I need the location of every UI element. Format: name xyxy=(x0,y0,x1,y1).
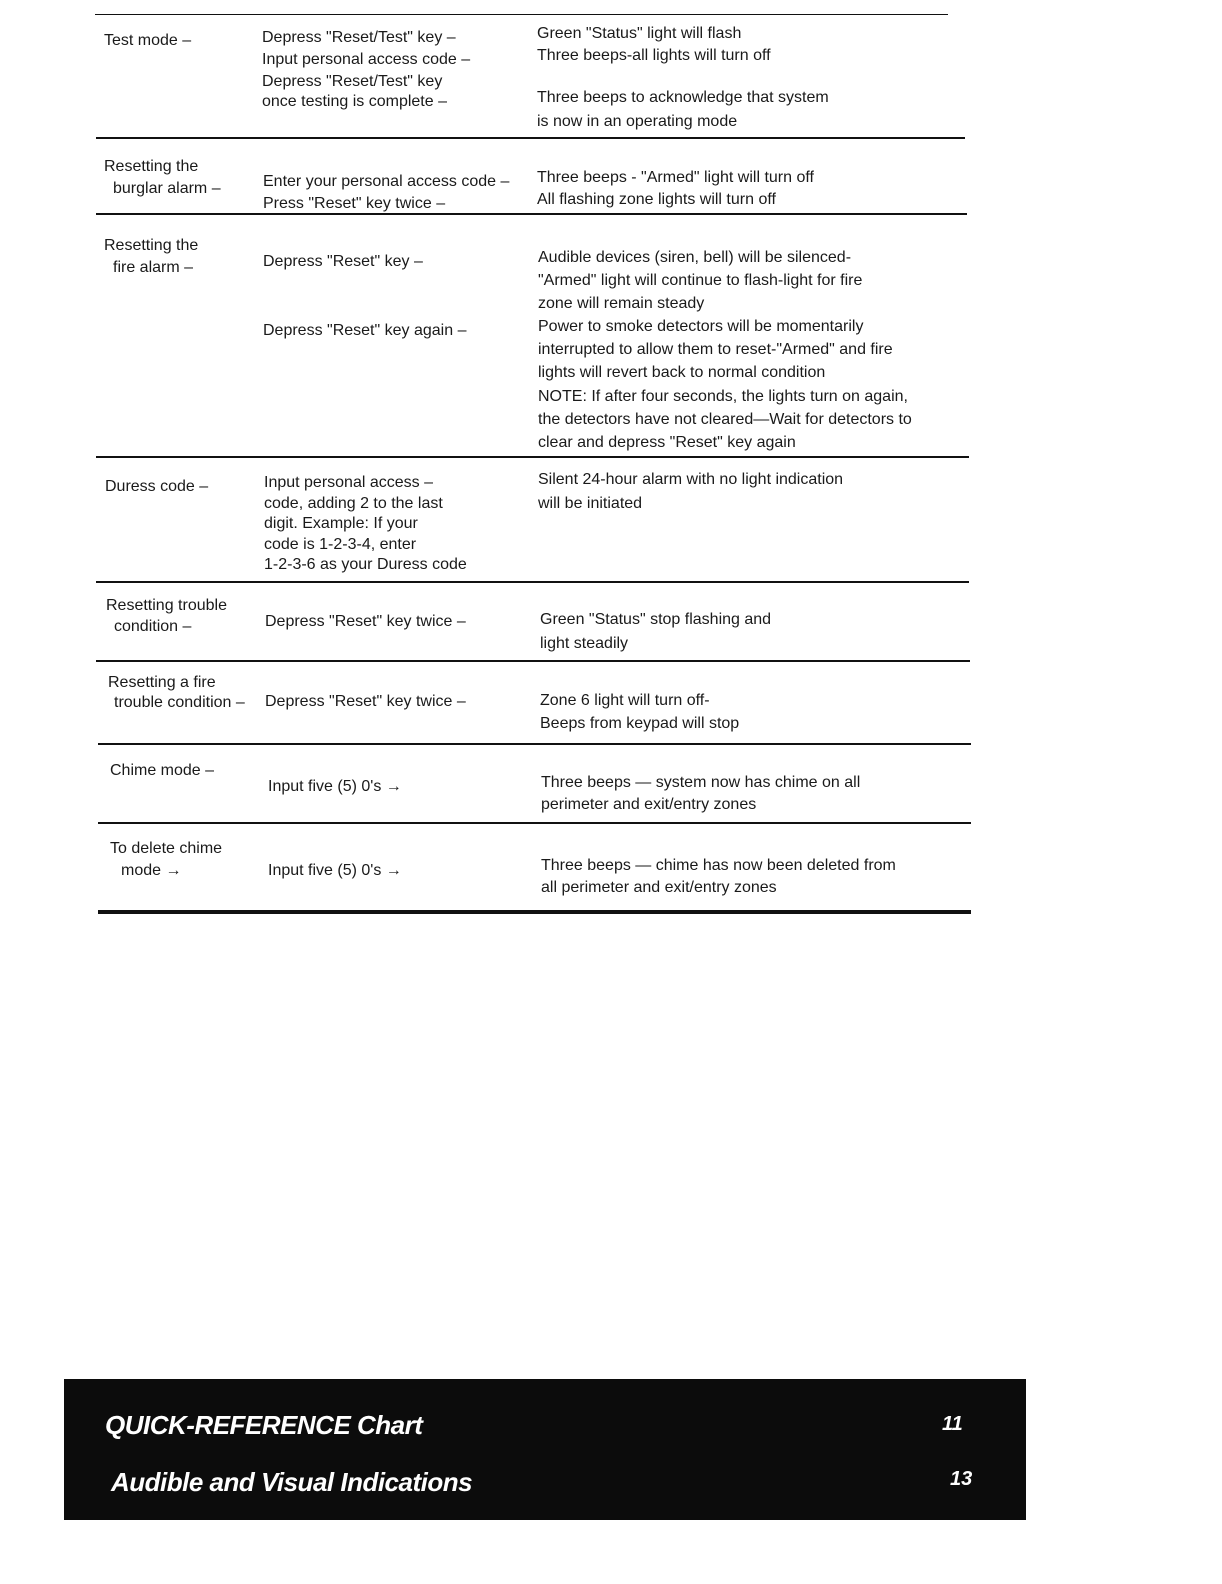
row-label: Resetting the burglar alarm – xyxy=(104,158,221,197)
row-actions: Depress "Reset" key – xyxy=(263,253,423,270)
row-actions: Enter your personal access code – Press "Reset" key twice – xyxy=(263,173,510,212)
footer-entry-page: 11 xyxy=(942,1413,963,1435)
row-divider xyxy=(96,456,969,458)
row-divider xyxy=(98,822,971,824)
footer-contents-bar xyxy=(64,1379,1026,1520)
row-results: Audible devices (siren, bell) will be silenced- "Armed" light will continue to flash-light for fire zone will remain steady Power to smoke detectors will be momentarily interrupted to allow them to reset-"Armed" and fire lights will revert back to normal condition NOTE: If after four seconds, the lights turn on again, the detectors have not cleared—Wait for detectors to clear and depress "Reset" key again xyxy=(538,249,912,451)
row-results: Green "Status" light will flash Three beeps-all lights will turn off xyxy=(537,25,771,64)
row-label: Resetting the fire alarm – xyxy=(104,237,199,276)
row-actions: Depress "Reset/Test" key – Input personal access code – Depress "Reset/Test" key once testing is complete – xyxy=(262,29,471,110)
row-divider xyxy=(96,581,969,583)
footer-entry-title: QUICK-REFERENCE Chart xyxy=(105,1410,423,1440)
row-actions: Input five (5) 0's → xyxy=(268,862,402,879)
row-label: Chime mode – xyxy=(110,762,215,779)
row-divider xyxy=(96,660,970,662)
footer-entry-title: Audible and Visual Indications xyxy=(111,1467,473,1497)
footer-entry-page: 13 xyxy=(950,1468,973,1490)
row-results: Silent 24-hour alarm with no light indication will be initiated xyxy=(538,471,844,512)
row-actions: Input personal access – code, adding 2 to the last digit. Example: If your code is 1-2-3-4, enter 1-2-3-6 as your Duress code xyxy=(264,474,467,573)
row-results: Zone 6 light will turn off- Beeps from keypad will stop xyxy=(540,692,740,732)
row-results: Three beeps — chime has now been deleted from all perimeter and exit/entry zones xyxy=(541,857,896,896)
row-actions: Depress "Reset" key again – xyxy=(263,322,467,339)
row-actions: Input five (5) 0's → xyxy=(268,778,402,795)
table-rule-top xyxy=(95,14,948,15)
row-label: To delete chime mode → xyxy=(110,840,223,879)
row-results: Green "Status" stop flashing and light steadily xyxy=(540,611,772,652)
row-divider xyxy=(96,213,967,215)
table-rule-bottom xyxy=(98,910,971,914)
row-divider xyxy=(98,743,971,745)
row-results: Three beeps to acknowledge that system is now in an operating mode xyxy=(537,89,829,130)
row-results: Three beeps - "Armed" light will turn off All flashing zone lights will turn off xyxy=(537,169,814,208)
row-divider xyxy=(96,137,965,139)
row-label: Test mode – xyxy=(104,32,192,49)
row-label: Duress code – xyxy=(105,478,209,495)
row-actions: Depress "Reset" key twice – xyxy=(265,693,466,710)
row-results: Three beeps — system now has chime on all perimeter and exit/entry zones xyxy=(541,774,861,813)
row-label: Resetting a fire trouble condition – xyxy=(108,674,245,711)
row-label: Resetting trouble condition – xyxy=(106,597,227,635)
row-actions: Depress "Reset" key twice – xyxy=(265,613,466,630)
